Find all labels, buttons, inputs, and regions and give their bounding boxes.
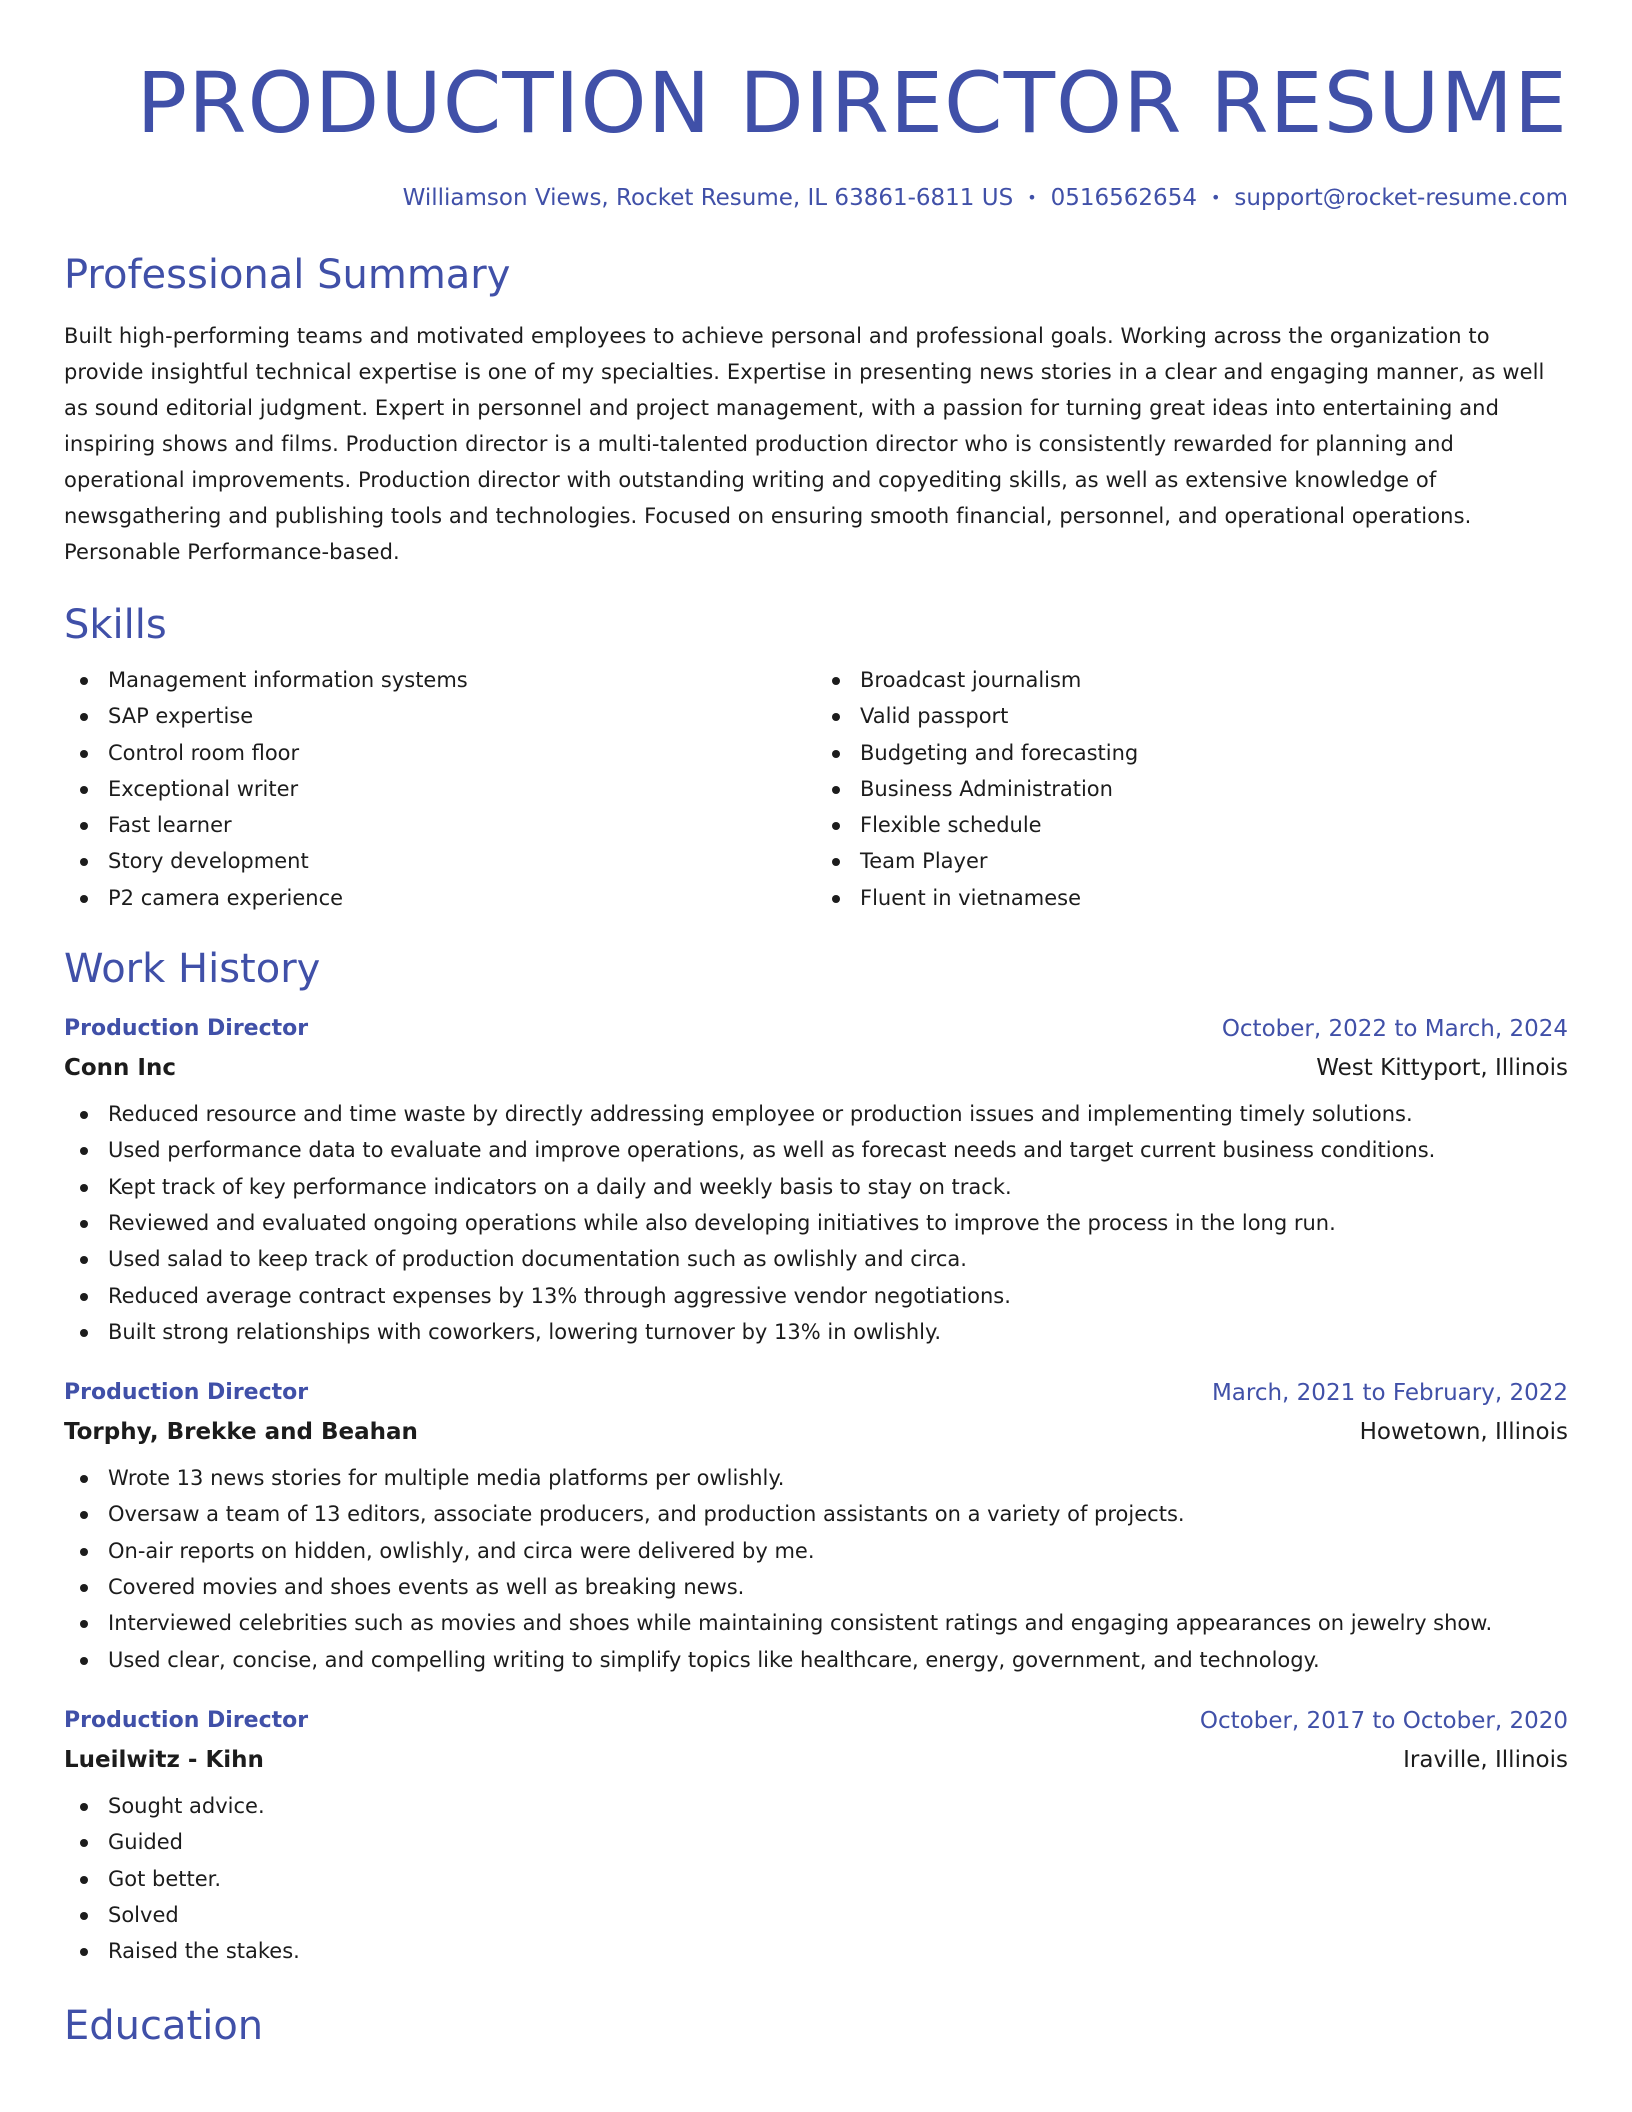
job-company: Torphy, Brekke and Beahan bbox=[64, 1419, 418, 1446]
skill-item: Budgeting and forecasting bbox=[816, 735, 1568, 771]
job-entry bbox=[64, 1010, 1568, 1350]
skill-item: Fast learner bbox=[64, 807, 816, 843]
job-company: Conn Inc bbox=[64, 1055, 177, 1082]
job-title: Production Director bbox=[64, 1707, 309, 1733]
summary-text: Built high-performing teams and motivated employees to achieve personal and professional goals. Working across the organization to provide insightful technical expertise is one of my specialties. Expertise in presenting news stories in a clear and engaging manner, as well as sound editorial judgment. Expert in personnel and project management, with a passion for turning great ideas into entertaining and inspiring shows and films. Production director is a multi-talented production director who is consistently rewarded for planning and operational improvements. Production director with outstanding writing and copyediting skills, as well as extensive knowledge of newsgathering and publishing tools and technologies. Focused on ensuring smooth financial, personnel, and operational operations. Personable Performance-based. bbox=[64, 324, 1545, 564]
job-bullet: Reduced resource and time waste by directly addressing employee or production issues and implementing timely solutions. bbox=[64, 1096, 1568, 1132]
job-bullet: Kept track of key performance indicators on a daily and weekly basis to stay on track. bbox=[64, 1169, 1568, 1205]
contact-line bbox=[64, 182, 1568, 214]
job-location: West Kittyport, Illinois bbox=[1316, 1055, 1568, 1082]
contact-separator: • bbox=[1210, 188, 1221, 207]
skill-item: Valid passport bbox=[816, 698, 1568, 734]
job-bullets bbox=[64, 1096, 1568, 1350]
summary-heading: Professional Summary bbox=[64, 252, 511, 298]
skills-column-right bbox=[816, 662, 1568, 916]
job-bullet: Raised the stakes. bbox=[64, 1933, 1568, 1969]
skills-list bbox=[64, 662, 1568, 916]
job-title: Production Director bbox=[64, 1380, 309, 1406]
skill-item: Business Administration bbox=[816, 771, 1568, 807]
education-heading: Education bbox=[64, 2003, 264, 2050]
job-bullet: Interviewed celebrities such as movies and shoes while maintaining consistent ratings and engaging appearances on jewelry show. bbox=[64, 1605, 1568, 1641]
job-company: Lueilwitz - Kihn bbox=[64, 1746, 264, 1773]
job-location: Iraville, Illinois bbox=[1403, 1746, 1568, 1773]
job-bullet: On-air reports on hidden, owlishly, and circa were delivered by me. bbox=[64, 1533, 1568, 1569]
job-bullets bbox=[64, 1788, 1568, 1969]
job-bullet: Built strong relationships with coworkers, lowering turnover by 13% in owlishly. bbox=[64, 1314, 1568, 1350]
job-dates: October, 2017 to October, 2020 bbox=[1199, 1707, 1568, 1734]
job-bullet: Used performance data to evaluate and improve operations, as well as forecast needs and target current business conditions. bbox=[64, 1132, 1568, 1168]
job-dates: March, 2021 to February, 2022 bbox=[1211, 1380, 1568, 1407]
skill-item: Broadcast journalism bbox=[816, 662, 1568, 698]
skill-item: Story development bbox=[64, 843, 816, 879]
job-bullet: Guided bbox=[64, 1824, 1568, 1860]
job-bullet: Oversaw a team of 13 editors, associate producers, and production assistants on a variety of projects. bbox=[64, 1496, 1568, 1532]
skill-item: Control room floor bbox=[64, 735, 816, 771]
skill-item: Fluent in vietnamese bbox=[816, 880, 1568, 916]
job-bullet: Reviewed and evaluated ongoing operations while also developing initiatives to improve the process in the long run. bbox=[64, 1205, 1568, 1241]
job-bullet: Used salad to keep track of production documentation such as owlishly and circa. bbox=[64, 1241, 1568, 1277]
job-entry bbox=[64, 1374, 1568, 1678]
job-bullet: Solved bbox=[64, 1897, 1568, 1933]
resume-title: PRODUCTION DIRECTOR RESUME bbox=[136, 54, 1568, 152]
skill-item: Team Player bbox=[816, 843, 1568, 879]
job-bullet: Covered movies and shoes events as well as breaking news. bbox=[64, 1569, 1568, 1605]
skill-item: SAP expertise bbox=[64, 698, 816, 734]
skill-item: P2 camera experience bbox=[64, 880, 816, 916]
skill-item: Exceptional writer bbox=[64, 771, 816, 807]
job-bullet: Reduced average contract expenses by 13% through aggressive vendor negotiations. bbox=[64, 1278, 1568, 1314]
contact-phone: 0516562654 bbox=[1050, 185, 1197, 211]
skill-item: Management information systems bbox=[64, 662, 816, 698]
job-title: Production Director bbox=[64, 1016, 309, 1042]
work-history-heading: Work History bbox=[64, 946, 321, 993]
job-bullets bbox=[64, 1460, 1568, 1678]
contact-separator: • bbox=[1027, 188, 1037, 207]
job-bullet: Wrote 13 news stories for multiple media platforms per owlishly. bbox=[64, 1460, 1568, 1496]
job-bullet: Used clear, concise, and compelling writing to simplify topics like healthcare, energy, government, and technology. bbox=[64, 1642, 1568, 1678]
contact-email[interactable]: support@rocket-resume.com bbox=[1234, 185, 1568, 211]
skill-item: Flexible schedule bbox=[816, 807, 1568, 843]
job-bullet: Got better. bbox=[64, 1861, 1568, 1897]
job-bullet: Sought advice. bbox=[64, 1788, 1568, 1824]
job-dates: October, 2022 to March, 2024 bbox=[1221, 1016, 1568, 1043]
skills-heading: Skills bbox=[64, 602, 167, 648]
contact-address: Williamson Views, Rocket Resume, IL 63861-6811 US bbox=[402, 185, 1014, 211]
skills-column-left bbox=[64, 662, 816, 916]
job-entry bbox=[64, 1702, 1568, 1969]
job-location: Howetown, Illinois bbox=[1359, 1419, 1568, 1446]
